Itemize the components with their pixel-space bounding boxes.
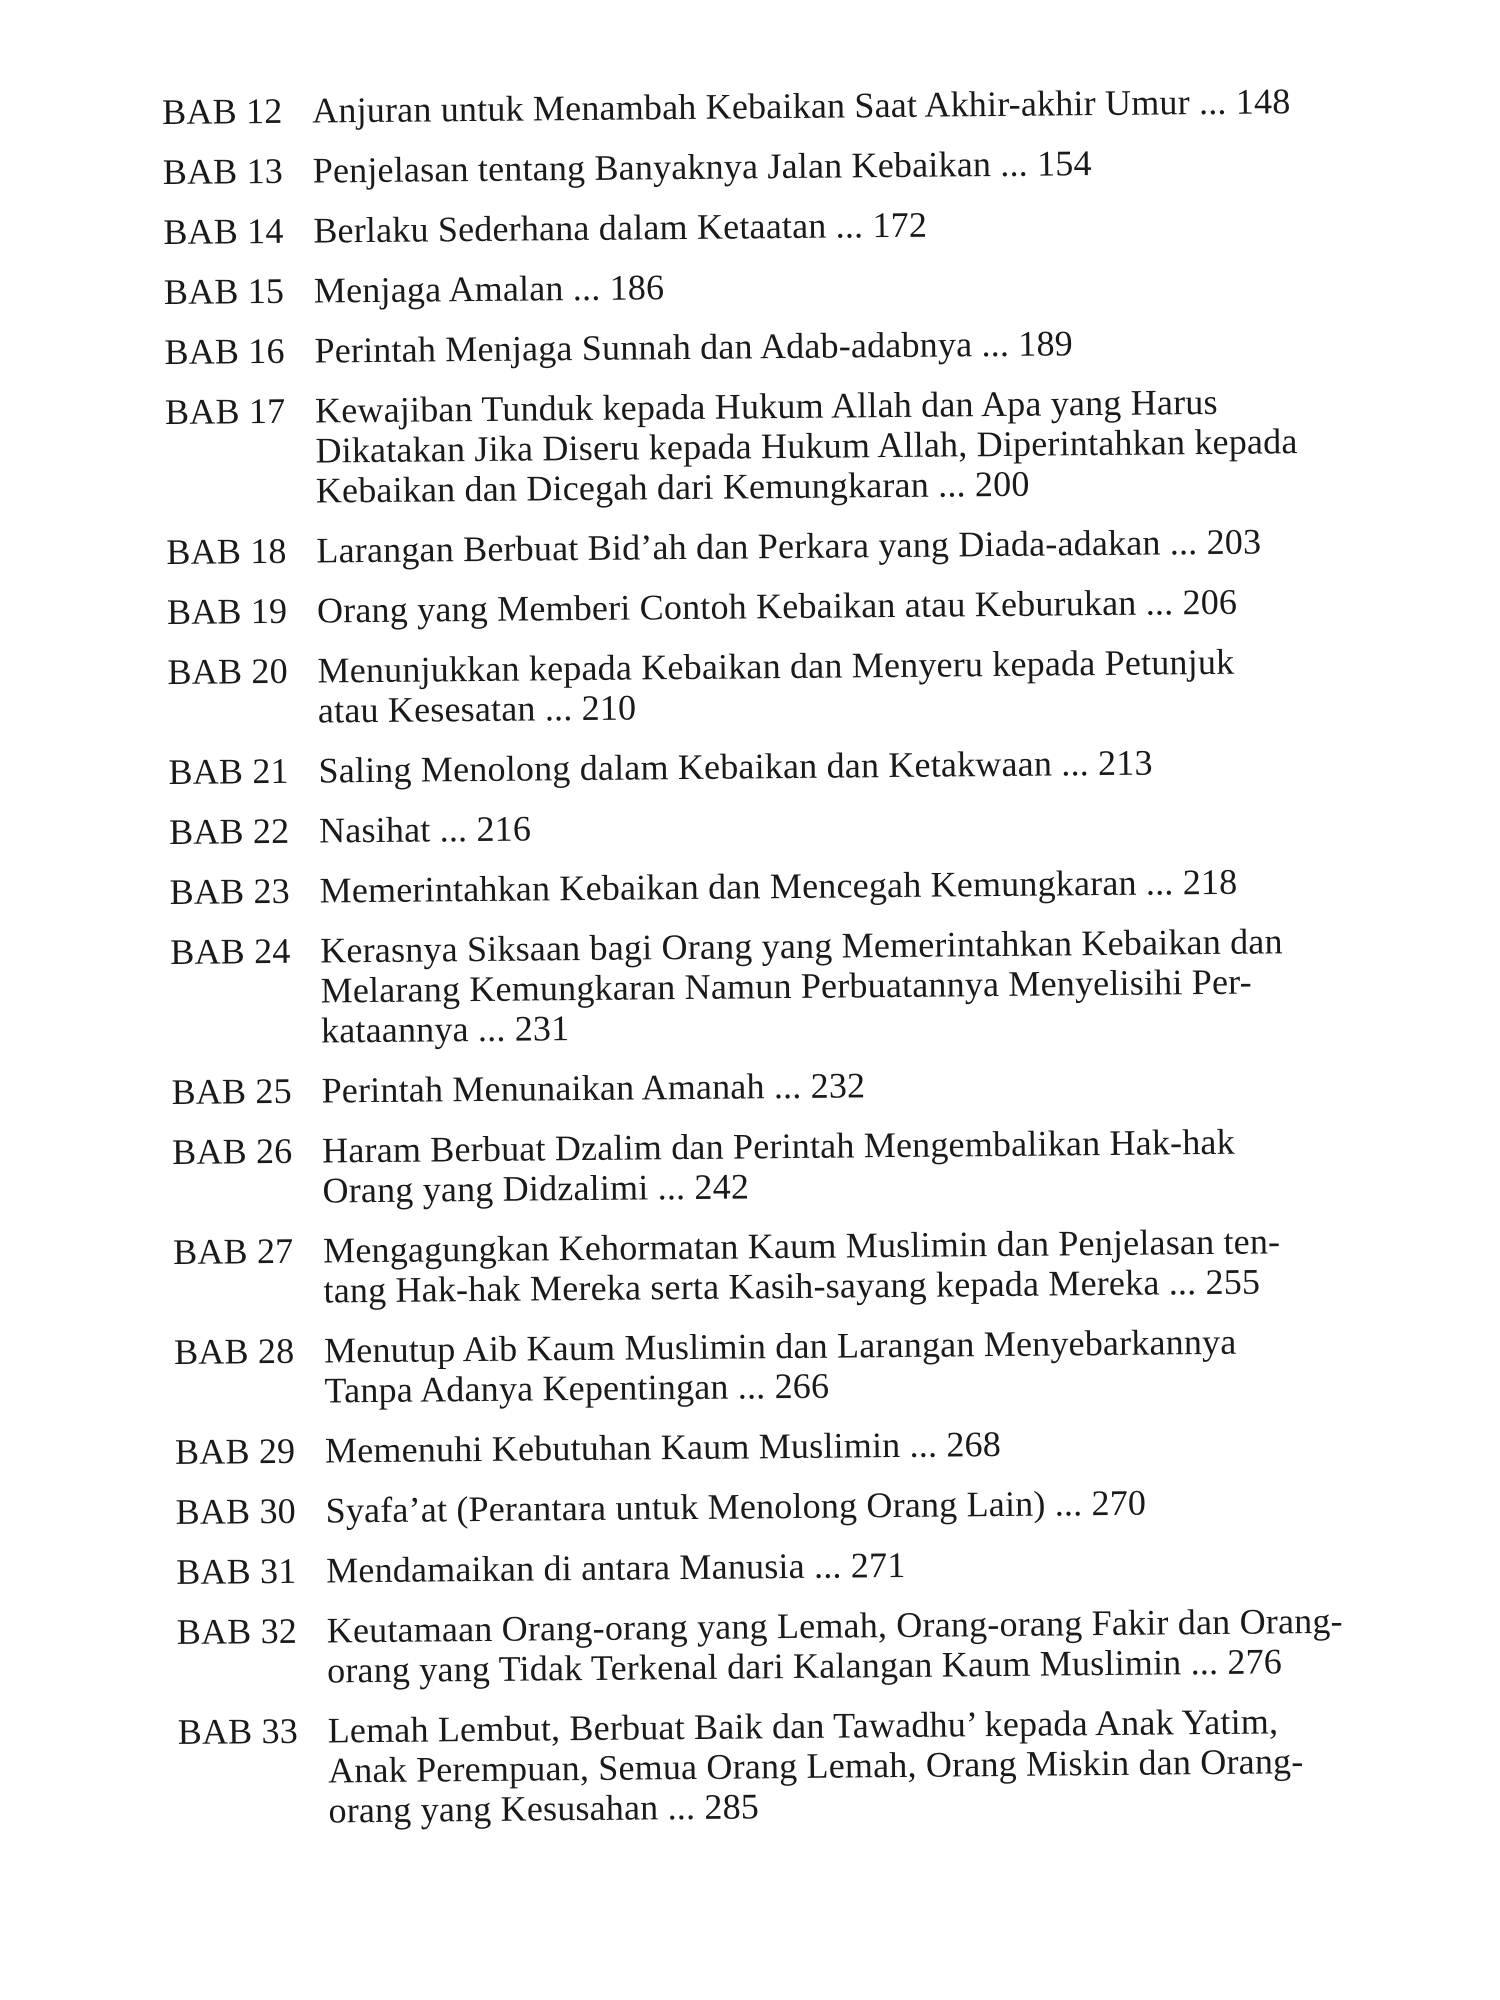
chapter-number: BAB 18 [166, 530, 287, 572]
toc-entry [175, 1480, 1405, 1532]
chapter-title-line: Menunjukkan kepada Kebaikan dan Menyeru kepada Petunjuk [317, 641, 1235, 691]
toc-entry [169, 800, 1399, 852]
toc-entry [167, 640, 1398, 732]
chapter-title [328, 1700, 1409, 1830]
chapter-number: BAB 23 [169, 870, 291, 912]
toc-entry [162, 80, 1392, 132]
chapter-number: BAB 17 [164, 390, 286, 432]
toc-entry [173, 1220, 1404, 1312]
chapter-title-line: Kewajiban Tunduk kepada Hukum Allah dan Apa yang Harus [314, 381, 1218, 431]
chapter-title-line: Lemah Lembut, Berbuat Baik dan Tawadhu’ kepada Anak Yatim, [327, 1701, 1279, 1751]
chapter-number: BAB 19 [166, 590, 288, 632]
chapter-number: BAB 24 [170, 930, 291, 972]
chapter-title-line: Memerintahkan Kebaikan dan Mencegah Kemungkaran ... 218 [319, 861, 1238, 911]
chapter-title [312, 80, 1392, 130]
chapter-title-line: Haram Berbuat Dzalim dan Perintah Mengembalikan Hak-hak [321, 1121, 1236, 1171]
chapter-title-line: orang yang Tidak Terkenal dari Kalangan Kaum Muslimin ... 276 [326, 1641, 1283, 1691]
toc-entry [164, 320, 1394, 372]
chapter-title [313, 200, 1393, 250]
chapter-title-line: Menutup Aib Kaum Muslimin dan Larangan Menyebarkannya [323, 1321, 1237, 1371]
toc-entry [178, 1700, 1409, 1832]
chapter-title [325, 1480, 1405, 1530]
chapter-title [314, 260, 1394, 310]
chapter-title-line: Perintah Menunaikan Amanah ... 232 [321, 1065, 866, 1111]
chapter-title-line: atau Kesesatan ... 210 [317, 687, 637, 731]
chapter-number: BAB 16 [164, 330, 285, 372]
chapter-number: BAB 15 [163, 270, 285, 312]
chapter-number: BAB 33 [177, 1710, 299, 1752]
chapter-title-line: Kebaikan dan Dicegah dari Kemungkaran ... 200 [315, 463, 1030, 511]
chapter-title-line: Syafa’at (Perantara untuk Menolong Orang Lain) ... 270 [325, 1482, 1147, 1531]
toc-entry [174, 1320, 1405, 1412]
chapter-title-line: Perintah Menjaga Sunnah dan Adab-adabnya ... 189 [314, 323, 1074, 371]
chapter-number: BAB 29 [174, 1430, 296, 1472]
chapter-number: BAB 25 [171, 1070, 293, 1112]
chapter-title-line: Orang yang Didzalimi ... 242 [322, 1166, 750, 1211]
chapter-title-line: Orang yang Memberi Contoh Kebaikan atau Keburukan ... 206 [316, 581, 1238, 631]
toc-entry [165, 380, 1396, 512]
toc-entry [170, 920, 1401, 1052]
toc-entry [166, 520, 1396, 572]
chapter-title [316, 520, 1396, 570]
toc-entry [163, 200, 1393, 252]
chapter-title [327, 1600, 1408, 1690]
chapter-title-line: kataannya ... 231 [320, 1008, 570, 1051]
toc-entry [164, 260, 1394, 312]
chapter-title-line: Mengagungkan Kehormatan Kaum Muslimin dan Penjelasan ten- [322, 1221, 1281, 1271]
chapter-title [314, 320, 1394, 370]
chapter-title-line: Larangan Berbuat Bid’ah dan Perkara yang Diada-adakan ... 203 [316, 521, 1262, 571]
chapter-title-line: Melarang Kemungkaran Namun Perbuatannya Menyelisihi Per- [320, 961, 1253, 1011]
chapter-title [324, 1320, 1405, 1410]
chapter-title [322, 1120, 1403, 1210]
toc-entry [171, 1060, 1401, 1112]
chapter-number: BAB 32 [176, 1610, 298, 1652]
chapter-title-line: Saling Menolong dalam Kebaikan dan Ketakwaan ... 213 [318, 742, 1153, 791]
chapter-title-line: Anjuran untuk Menambah Kebaikan Saat Akhir-akhir Umur ... 148 [311, 81, 1291, 131]
chapter-number: BAB 13 [162, 150, 284, 192]
chapter-title-line: Anak Perempuan, Semua Orang Lemah, Orang Miskin dan Orang- [327, 1741, 1304, 1791]
chapter-number: BAB 26 [171, 1130, 293, 1172]
toc-entry [169, 860, 1399, 912]
chapter-title [323, 1220, 1404, 1310]
chapter-title [317, 580, 1397, 630]
toc-list [162, 80, 1409, 1832]
chapter-number: BAB 20 [167, 650, 288, 692]
chapter-title [317, 640, 1398, 730]
chapter-number: BAB 14 [163, 210, 284, 252]
chapter-number: BAB 28 [173, 1330, 295, 1372]
chapter-number: BAB 22 [168, 810, 290, 852]
chapter-title [319, 860, 1399, 910]
chapter-title [326, 1540, 1406, 1590]
chapter-title-line: Memenuhi Kebutuhan Kaum Muslimin ... 268 [324, 1424, 1002, 1471]
chapter-title [325, 1420, 1405, 1470]
toc-entry [163, 140, 1393, 192]
chapter-title [313, 140, 1393, 190]
chapter-title-line: Penjelasan tentang Banyaknya Jalan Kebaikan ... 154 [312, 143, 1092, 191]
chapter-number: BAB 27 [172, 1230, 294, 1272]
toc-entry [176, 1540, 1406, 1592]
chapter-title-line: orang yang Kesusahan ... 285 [328, 1786, 760, 1831]
chapter-title [320, 920, 1401, 1050]
chapter-title-line: Keutamaan Orang-orang yang Lemah, Orang-orang Fakir dan Orang- [326, 1600, 1343, 1651]
chapter-number: BAB 30 [175, 1490, 297, 1532]
chapter-title-line: Berlaku Sederhana dalam Ketaatan ... 172 [313, 204, 928, 251]
table-of-contents [162, 80, 1409, 1852]
chapter-number: BAB 31 [176, 1550, 297, 1592]
toc-entry [172, 1120, 1403, 1212]
toc-entry [167, 580, 1397, 632]
toc-entry [177, 1600, 1408, 1692]
chapter-title [315, 380, 1396, 510]
chapter-title-line: Dikatakan Jika Diseru kepada Hukum Allah, Diperintahkan kepada [315, 421, 1298, 471]
chapter-title-line: Nasihat ... 216 [318, 808, 532, 851]
chapter-title [321, 1060, 1401, 1110]
toc-entry [175, 1420, 1405, 1472]
toc-entry [168, 740, 1398, 792]
chapter-number: BAB 21 [168, 750, 289, 792]
chapter-title-line: tang Hak-hak Mereka serta Kasih-sayang kepada Mereka ... 255 [323, 1261, 1261, 1311]
chapter-title-line: Mendamaikan di antara Manusia ... 271 [326, 1544, 906, 1591]
chapter-title [319, 800, 1399, 850]
chapter-title-line: Tanpa Adanya Kepentingan ... 266 [324, 1365, 830, 1411]
chapter-title-line: Menjaga Amalan ... 186 [313, 267, 665, 311]
chapter-title [318, 740, 1398, 790]
chapter-title-line: Kerasnya Siksaan bagi Orang yang Memerintahkan Kebaikan dan [320, 921, 1283, 971]
chapter-number: BAB 12 [162, 90, 283, 132]
